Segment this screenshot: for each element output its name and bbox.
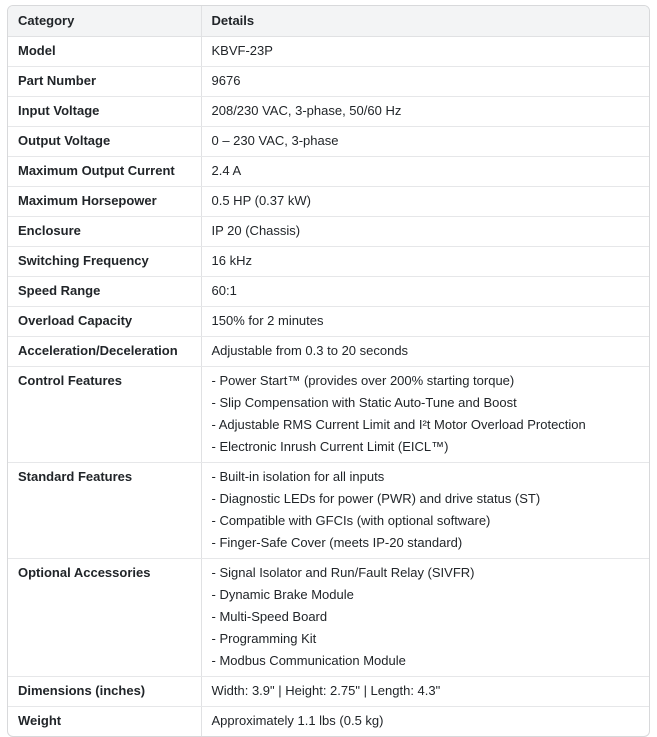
category-cell: Control Features: [8, 367, 201, 463]
details-line: KBVF-23P: [211, 43, 273, 58]
details-cell: [201, 217, 649, 247]
table-row: [8, 559, 649, 677]
details-cell: [201, 707, 649, 737]
details-cell: [201, 187, 649, 217]
table-row: [8, 277, 649, 307]
category-cell: Part Number: [8, 67, 201, 97]
header-category: Category: [8, 6, 201, 37]
details-cell: [201, 367, 649, 463]
details-line: 150% for 2 minutes: [211, 313, 324, 328]
table-row: [8, 37, 649, 67]
details-line: Adjustable from 0.3 to 20 seconds: [211, 343, 409, 358]
table-row: [8, 463, 649, 559]
details-line: - Dynamic Brake Module: [211, 587, 354, 602]
details-cell: [201, 37, 649, 67]
category-cell: Overload Capacity: [8, 307, 201, 337]
details-cell: [201, 463, 649, 559]
details-line: 60:1: [211, 283, 237, 298]
category-cell: Standard Features: [8, 463, 201, 559]
details-line: - Adjustable RMS Current Limit and I²t Motor Overload Protection: [211, 417, 586, 432]
details-line: Approximately 1.1 lbs (0.5 kg): [211, 713, 384, 728]
details-line: - Compatible with GFCIs (with optional software): [211, 513, 491, 528]
details-cell: [201, 559, 649, 677]
details-cell: [201, 677, 649, 707]
details-line: IP 20 (Chassis): [211, 223, 301, 238]
table-row: [8, 337, 649, 367]
details-line: - Diagnostic LEDs for power (PWR) and drive status (ST): [211, 491, 541, 506]
spec-table-container: [7, 5, 650, 737]
category-cell: Maximum Output Current: [8, 157, 201, 187]
category-cell: Dimensions (inches): [8, 677, 201, 707]
category-cell: Switching Frequency: [8, 247, 201, 277]
details-line: 16 kHz: [211, 253, 252, 268]
details-line: 0.5 HP (0.37 kW): [211, 193, 311, 208]
category-cell: Maximum Horsepower: [8, 187, 201, 217]
table-row: [8, 187, 649, 217]
category-cell: Weight: [18, 713, 62, 728]
table-row: [8, 677, 649, 707]
table-row: [8, 217, 649, 247]
category-cell: Output Voltage: [8, 127, 201, 157]
header-row: [8, 6, 649, 37]
table-row: [8, 67, 649, 97]
category-cell: Optional Accessories: [8, 559, 201, 677]
category-cell: Enclosure: [8, 217, 201, 247]
table-row: [8, 157, 649, 187]
details-line: 9676: [211, 73, 241, 88]
details-line: - Electronic Inrush Current Limit (EICL™): [211, 439, 449, 454]
details-line: - Programming Kit: [211, 631, 317, 646]
spec-table: [8, 6, 649, 736]
details-line: - Power Start™ (provides over 200% starting torque): [211, 373, 515, 388]
category-cell: Model: [8, 37, 201, 67]
table-row: [8, 307, 649, 337]
details-cell: [201, 247, 649, 277]
table-row: [8, 707, 649, 737]
details-line: - Signal Isolator and Run/Fault Relay (SIVFR): [211, 565, 475, 580]
details-cell: [201, 97, 649, 127]
spec-table-header: [8, 6, 649, 37]
category-cell: Speed Range: [8, 277, 201, 307]
details-cell: [201, 127, 649, 157]
details-line: 2.4 A: [211, 163, 242, 178]
details-line: 208/230 VAC, 3-phase, 50/60 Hz: [211, 103, 402, 118]
table-row: [8, 247, 649, 277]
details-cell: [201, 337, 649, 367]
category-cell: Input Voltage: [8, 97, 201, 127]
table-row: [8, 367, 649, 463]
details-line: - Modbus Communication Module: [211, 653, 406, 668]
details-line: - Built-in isolation for all inputs: [211, 469, 385, 484]
details-line: 0 – 230 VAC, 3-phase: [211, 133, 339, 148]
table-row: [8, 97, 649, 127]
category-cell: Acceleration/Deceleration: [8, 337, 201, 367]
header-details: Details: [201, 6, 649, 37]
details-line: - Finger-Safe Cover (meets IP-20 standard): [211, 535, 463, 550]
details-line: - Slip Compensation with Static Auto-Tune and Boost: [211, 395, 517, 410]
details-cell: [201, 157, 649, 187]
details-cell: [201, 67, 649, 97]
details-line: Width: 3.9" | Height: 2.75" | Length: 4.3": [211, 683, 441, 698]
details-line: - Multi-Speed Board: [211, 609, 328, 624]
table-row: [8, 127, 649, 157]
details-cell: [201, 277, 649, 307]
details-cell: [201, 307, 649, 337]
spec-table-body: [8, 37, 649, 737]
